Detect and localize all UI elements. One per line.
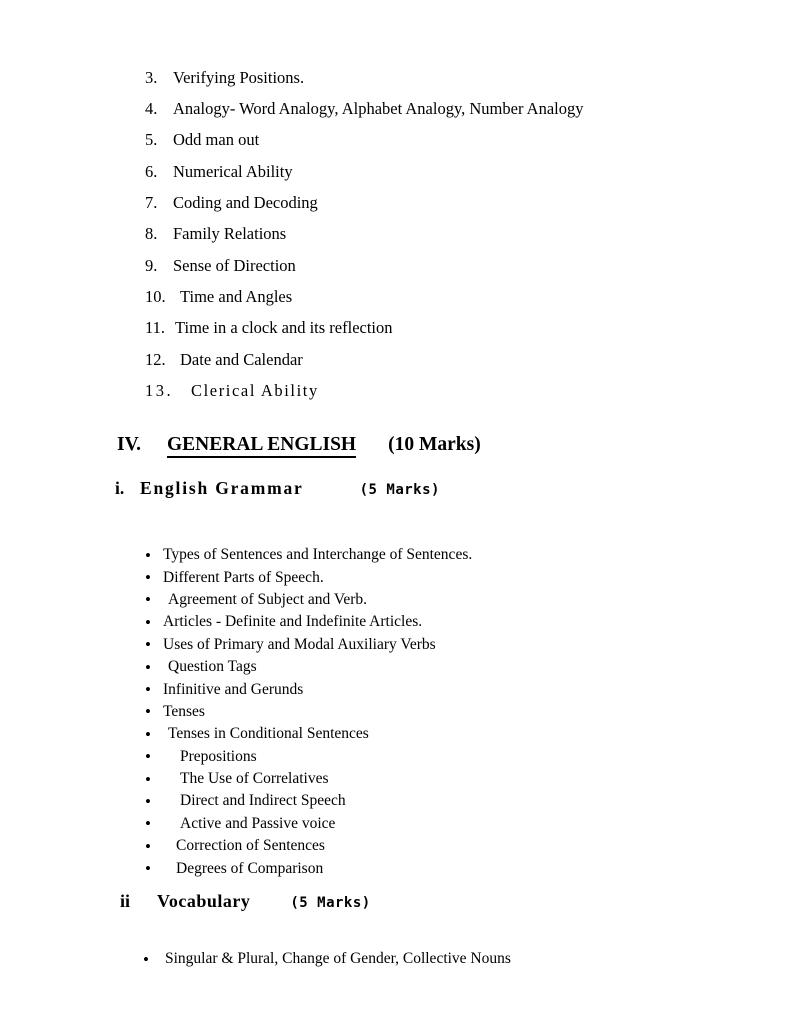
list-item (145, 281, 584, 312)
list-marker: 13. (145, 381, 174, 401)
list-item (145, 835, 472, 857)
list-text: Numerical Ability (173, 161, 293, 181)
list-item (145, 219, 584, 250)
section-title: GENERAL ENGLISH (167, 434, 356, 458)
bullet-icon: • (145, 747, 151, 767)
list-marker: 11. (145, 318, 166, 338)
list-text: Time and Angles (180, 287, 293, 307)
subsection-marks: (5 Marks) (359, 482, 440, 498)
list-text: Date and Calendar (180, 349, 303, 369)
list-marker: 8. (145, 224, 158, 244)
list-marker: 10. (145, 287, 166, 307)
list-item (145, 313, 584, 344)
list-text: Infinitive and Gerunds (163, 680, 304, 698)
bullet-icon: • (145, 568, 151, 588)
bullet-icon: • (145, 836, 151, 856)
bullet-icon: • (145, 680, 151, 700)
section-heading-general-english (117, 434, 481, 456)
list-text: Coding and Decoding (173, 193, 318, 213)
list-text: Degrees of Comparison (176, 859, 324, 877)
section-marks: (10 Marks) (388, 434, 481, 455)
list-item (145, 187, 584, 218)
list-item (145, 566, 472, 588)
list-marker: 3. (145, 67, 158, 87)
list-item (145, 156, 584, 187)
list-item (145, 93, 584, 124)
vocabulary-topic-list (143, 948, 511, 970)
subsection-title: Vocabulary (157, 891, 251, 911)
bullet-icon: • (145, 791, 151, 811)
list-text: Verifying Positions. (173, 67, 305, 87)
list-text: Correction of Sentences (176, 837, 325, 855)
list-item (145, 857, 472, 879)
bullet-icon: • (143, 949, 149, 969)
list-text: Direct and Indirect Speech (180, 792, 346, 810)
subsection-numeral: i. (115, 478, 125, 498)
list-text: Uses of Primary and Modal Auxiliary Verbs (163, 635, 436, 653)
list-text: Active and Passive voice (180, 814, 336, 832)
list-item (145, 656, 472, 678)
list-text: Articles - Definite and Indefinite Articles. (163, 613, 423, 631)
list-item (145, 723, 472, 745)
list-marker: 6. (145, 161, 158, 181)
list-text: The Use of Correlatives (180, 770, 329, 788)
bullet-icon: • (145, 769, 151, 789)
list-item (145, 813, 472, 835)
list-text: Tenses in Conditional Sentences (168, 725, 369, 743)
list-text: Singular & Plural, Change of Gender, Collective Nouns (165, 950, 511, 968)
list-marker: 12. (145, 349, 166, 369)
grammar-topic-list (145, 544, 472, 880)
list-marker: 5. (145, 130, 158, 150)
list-text: Clerical Ability (191, 381, 319, 401)
list-item (145, 589, 472, 611)
list-item (145, 611, 472, 633)
list-item (145, 678, 472, 700)
list-item (145, 544, 472, 566)
subsection-heading-english-grammar (115, 478, 440, 499)
list-item (145, 250, 584, 281)
bullet-icon: • (145, 657, 151, 677)
bullet-icon: • (145, 612, 151, 632)
section-numeral: IV. (117, 434, 142, 455)
list-text: Types of Sentences and Interchange of Sentences. (163, 546, 473, 564)
list-item (145, 375, 584, 406)
list-marker: 7. (145, 193, 158, 213)
list-item (145, 344, 584, 375)
list-text: Agreement of Subject and Verb. (168, 590, 368, 608)
reasoning-topic-list (145, 62, 584, 407)
list-item (145, 790, 472, 812)
list-text: Time in a clock and its reflection (175, 318, 393, 338)
bullet-icon: • (145, 814, 151, 834)
list-item (145, 62, 584, 93)
list-text: Sense of Direction (173, 255, 296, 275)
list-text: Question Tags (168, 658, 257, 676)
bullet-icon: • (145, 724, 151, 744)
list-text: Analogy- Word Analogy, Alphabet Analogy, Number Analogy (173, 99, 584, 119)
list-text: Different Parts of Speech. (163, 568, 324, 586)
list-marker: 4. (145, 99, 158, 119)
bullet-icon: • (145, 590, 151, 610)
list-text: Tenses (163, 702, 205, 720)
subsection-marks: (5 Marks) (290, 895, 371, 911)
bullet-icon: • (145, 702, 151, 722)
list-marker: 9. (145, 255, 158, 275)
list-text: Odd man out (173, 130, 260, 150)
bullet-icon: • (145, 545, 151, 565)
list-item (145, 701, 472, 723)
bullet-icon: • (145, 859, 151, 879)
subsection-heading-vocabulary (120, 891, 371, 912)
subsection-title: English Grammar (140, 478, 304, 498)
list-item (145, 768, 472, 790)
list-item (145, 746, 472, 768)
subsection-numeral: ii (120, 891, 131, 911)
list-text: Family Relations (173, 224, 287, 244)
bullet-icon: • (145, 635, 151, 655)
list-text: Prepositions (180, 747, 257, 765)
list-item (145, 634, 472, 656)
list-item (143, 948, 511, 970)
list-item (145, 125, 584, 156)
